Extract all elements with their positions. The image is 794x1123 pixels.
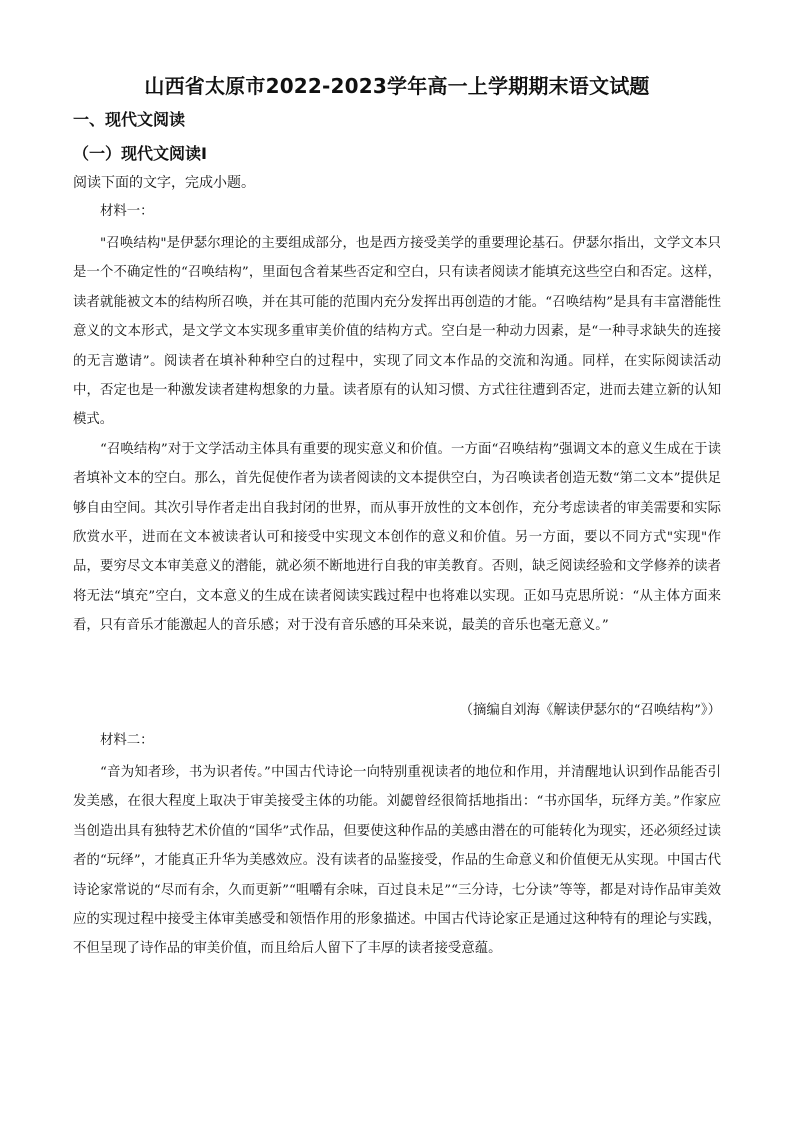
material2-paragraph: “音为知者珍，书为识者传。”中国古代诗论一向特别重视读者的地位和作用，并清醒地认识到作品能否引发美感，在很大程度上取决于审美接受主体的功能。刘勰曾经很简括地指出：“书亦国华，玩绎方美。”作家应当创造出具有独特艺术价值的“国华”式作品，但要使这种作品的美感由潜在的可能转化为现实，还必须经过读者的“玩绎”，才能真正升华为美感效应。没有读者的品鉴接受，作品的生命意义和价值便无从实现。中国古代诗论家常说的“尽而有余，久而更新”“咀嚼有余味，百过良未足”“三分诗，七分读”等等，都是对诗作品审美效应的实现过程中接受主体审美感受和领悟作用的形象描述。中国古代诗论家正是通过这种特有的理论与实践，不但呈现了诗作品的审美价值，而且给后人留下了丰厚的读者接受意蕴。 xyxy=(73,765,721,957)
section-heading: 一、现代文阅读 xyxy=(73,110,186,129)
subsection-heading: （一）现代文阅读Ⅰ xyxy=(73,144,207,163)
instruction-text: 阅读下面的文字，完成小题。 xyxy=(73,175,255,191)
material2-label: 材料二： xyxy=(100,733,154,748)
material1-paragraph: "召唤结构"是伊瑟尔理论的主要组成部分，也是西方接受美学的重要理论基石。伊瑟尔指出，文学文本只是一个不确定性的“召唤结构”，里面包含着某些否定和空白，只有读者阅读才能填充这些空白和否定。这样，读者就能被文本的结构所召唤，并在其可能的范围内充分发挥出再创造的才能。“召唤结构”是具有丰富潜能性意义的文本形式，是文学文本实现多重审美价值的结构方式。空白是一种动力因素，是“一种寻求缺失的连接的无言邀请”。阅读者在填补种种空白的过程中，实现了同文本作品的交流和沟通。同样，在实际阅读活动中，否定也是一种激发读者建构想象的力量。读者原有的认知习惯、方式往往遭到否定，进而去建立新的认知模式。 xyxy=(73,236,721,428)
material1-body xyxy=(73,229,721,641)
material2-body xyxy=(73,758,721,964)
material1-source: （摘编自刘海《解读伊瑟尔的“召唤结构”》） xyxy=(459,703,721,718)
page-title: 山西省太原市2022-2023学年高一上学期期末语文试题 xyxy=(144,74,650,98)
material1-paragraph: “召唤结构”对于文学活动主体具有重要的现实意义和价值。一方面“召唤结构”强调文本的意义生成在于读者填补文本的空白。那么，首先促使作者为读者阅读的文本提供空白，为召唤读者创造无数“第二文本”提供足够自由空间。其次引导作者走出自我封闭的世界，而从事开放性的文本创作，充分考虑读者的审美需要和实际欣赏水平，进而在文本被读者认可和接受中实现文本创作的意义和价值。另一方面，要以不同方式"实现"作品，要穷尽文本审美意义的潜能，就必须不断地进行自我的审美教育。否则，缺乏阅读经验和文学修养的读者将无法“填充”空白，文本意义的生成在读者阅读实践过程中也将难以实现。正如马克思所说：“从主体方面来看，只有音乐才能激起人的音乐感；对于没有音乐感的耳朵来说，最美的音乐也毫无意义。” xyxy=(73,441,721,634)
material1-label: 材料一： xyxy=(100,204,154,219)
